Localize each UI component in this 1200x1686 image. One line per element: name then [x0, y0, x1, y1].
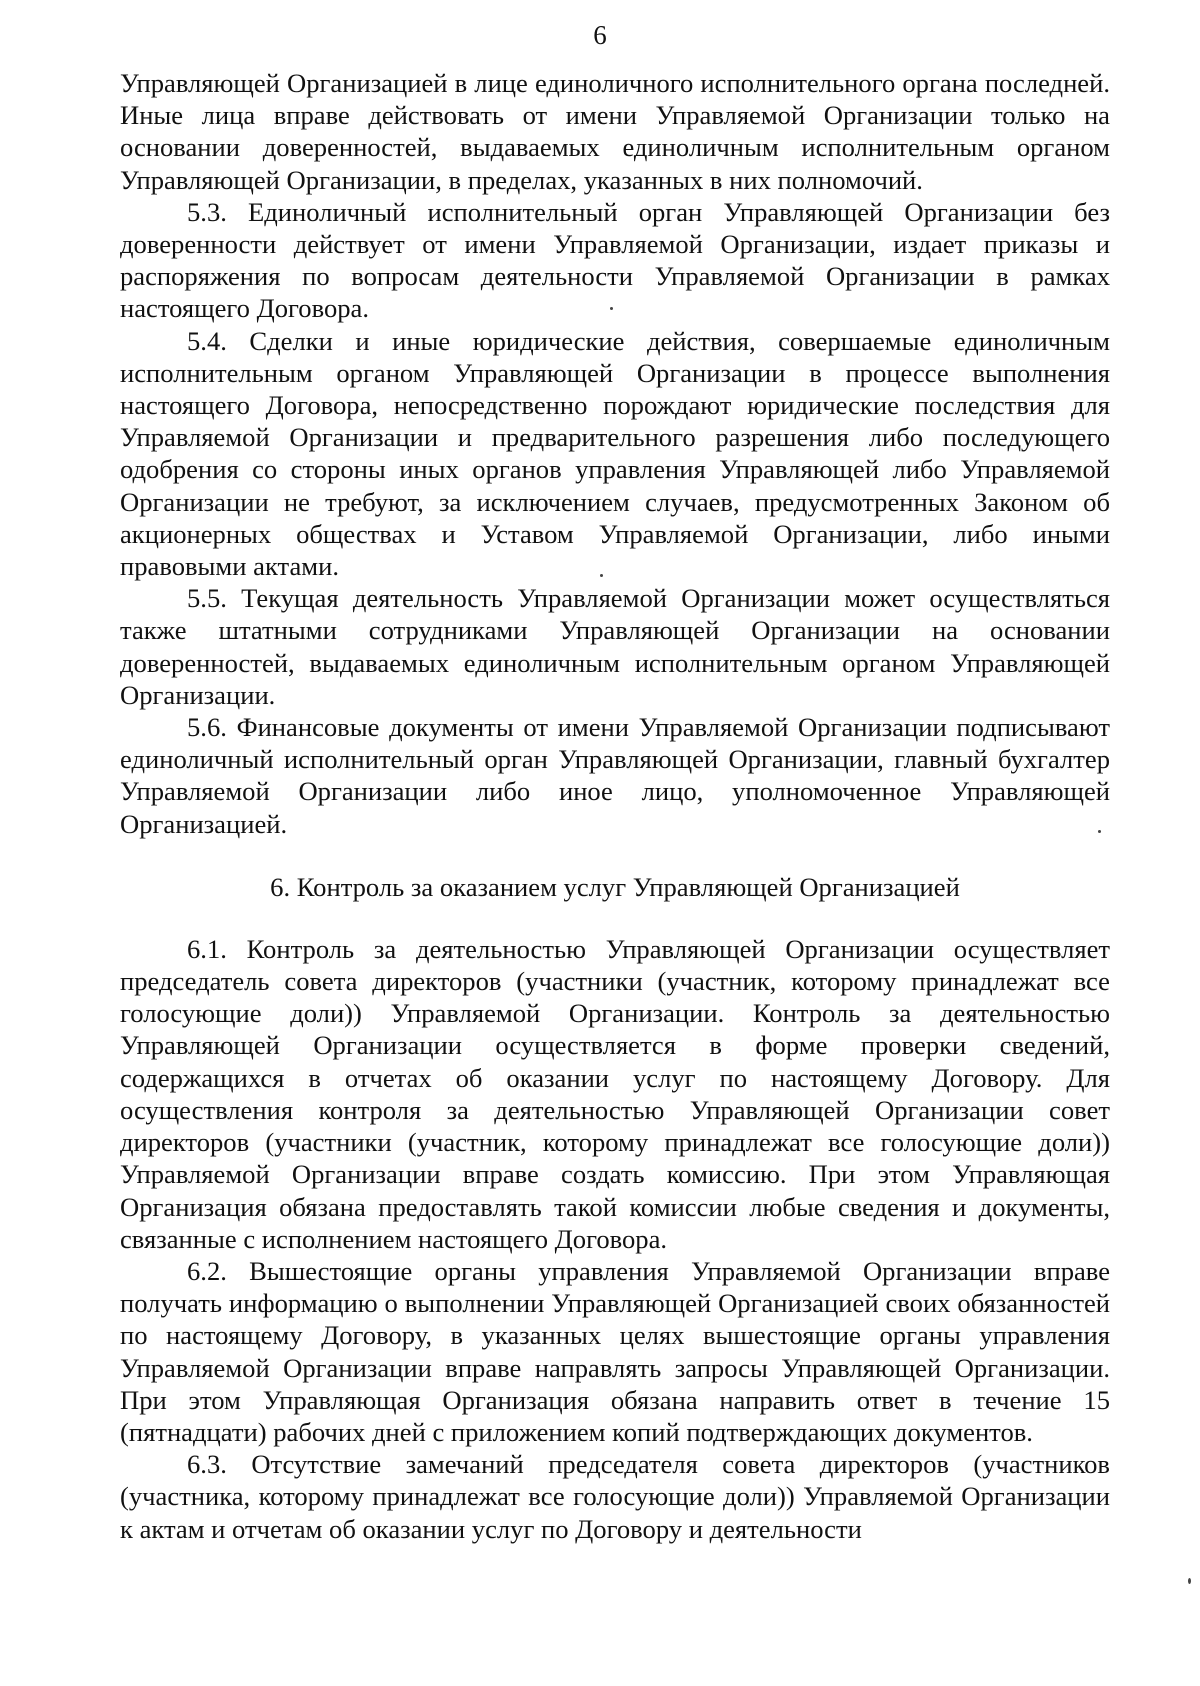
page-number: 6 — [593, 20, 607, 50]
clause-5-block — [120, 67, 1110, 840]
document-body — [120, 67, 1110, 1545]
scan-speck — [610, 307, 613, 310]
paragraph-5-4: 5.4. Сделки и иные юридические действия, совершаемые единоличным исполнительным органом Управляющей Организации в процессе выполнения настоящего Договора, непосредственно порождают юридические последствия для Управляемой Организации и предварительного разрешения либо последующего одобрения со стороны иных органов управления Управляющей либо Управляемой Организации не требуют, за исключением случаев, предусмотренных Законом об акционерных обществах и Уставом Управляемой Организации, либо иными правовыми актами. — [120, 325, 1110, 582]
paragraph-5-6: 5.6. Финансовые документы от имени Управляемой Организации подписывают единоличный исполнительный орган Управляющей Организации, главный бухгалтер Управляемой Организации либо иное лицо, уполномоченное Управляющей Организацией. — [120, 712, 1110, 839]
paragraph-6-3: 6.3. Отсутствие замечаний председателя совета директоров (участников (участника, которому принадлежат все голосующие доли)) Управляемой Организации к актам и отчетам об оказании услуг по Договору и деятельности — [120, 1449, 1110, 1544]
scan-speck — [1188, 1578, 1191, 1584]
paragraph-6-2: 6.2. Вышестоящие органы управления Управляемой Организации вправе получать информацию о выполнении Управляющей Организацией своих обязанностей по настоящему Договору, в указанных целях вышестоящие органы управления Управляемой Организации вправе направлять запросы Управляющей Организации. При этом Управляющая Организация обязана направить ответ в течение 15 (пятнадцати) рабочих дней с приложением копий подтверждающих документов. — [120, 1255, 1110, 1447]
paragraph-5-5: 5.5. Текущая деятельность Управляемой Организации может осуществляться также штатными сотрудниками Управляющей Организации на основании доверенностей, выдаваемых единоличным исполнительным органом Управляющей Организации. — [120, 583, 1110, 710]
paragraph-5-3: 5.3. Единоличный исполнительный орган Управляющей Организации без доверенности действует от имени Управляемой Организации, издает приказы и распоряжения по вопросам деятельности Управляемой Организации в рамках настоящего Договора. — [120, 196, 1110, 324]
section-heading: 6. Контроль за оказанием услуг Управляющей Организацией — [270, 871, 960, 902]
paragraph-cont: Управляющей Организацией в лице единоличного исполнительного органа последней. Иные лица вправе действовать от имени Управляемой Организации только на основании доверенностей, выдаваемых единоличным исполнительным органом Управляющей Организации, в пределах, указанных в них полномочий. — [120, 68, 1110, 195]
scan-speck — [1098, 830, 1101, 833]
paragraph-6-1: 6.1. Контроль за деятельностью Управляющей Организации осуществляет председатель совета директоров (участники (участник, которому принадлежат все голосующие доли)) Управляемой Организации. Контроль за деятельностью Управляющей Организации осуществляется в форме проверки сведений, содержащихся в отчетах об оказании услуг по настоящему Договору. Для осуществления контроля за деятельностью Управляющей Организации совет директоров (участники (участник, которому принадлежат все голосующие доли)) Управляемой Организации вправе создать комиссию. При этом Управляющая Организация обязана предоставлять такой комиссии любые сведения и документы, связанные с исполнением настоящего Договора. — [120, 933, 1110, 1254]
clause-6-block — [120, 933, 1110, 1545]
scan-speck — [600, 574, 603, 577]
